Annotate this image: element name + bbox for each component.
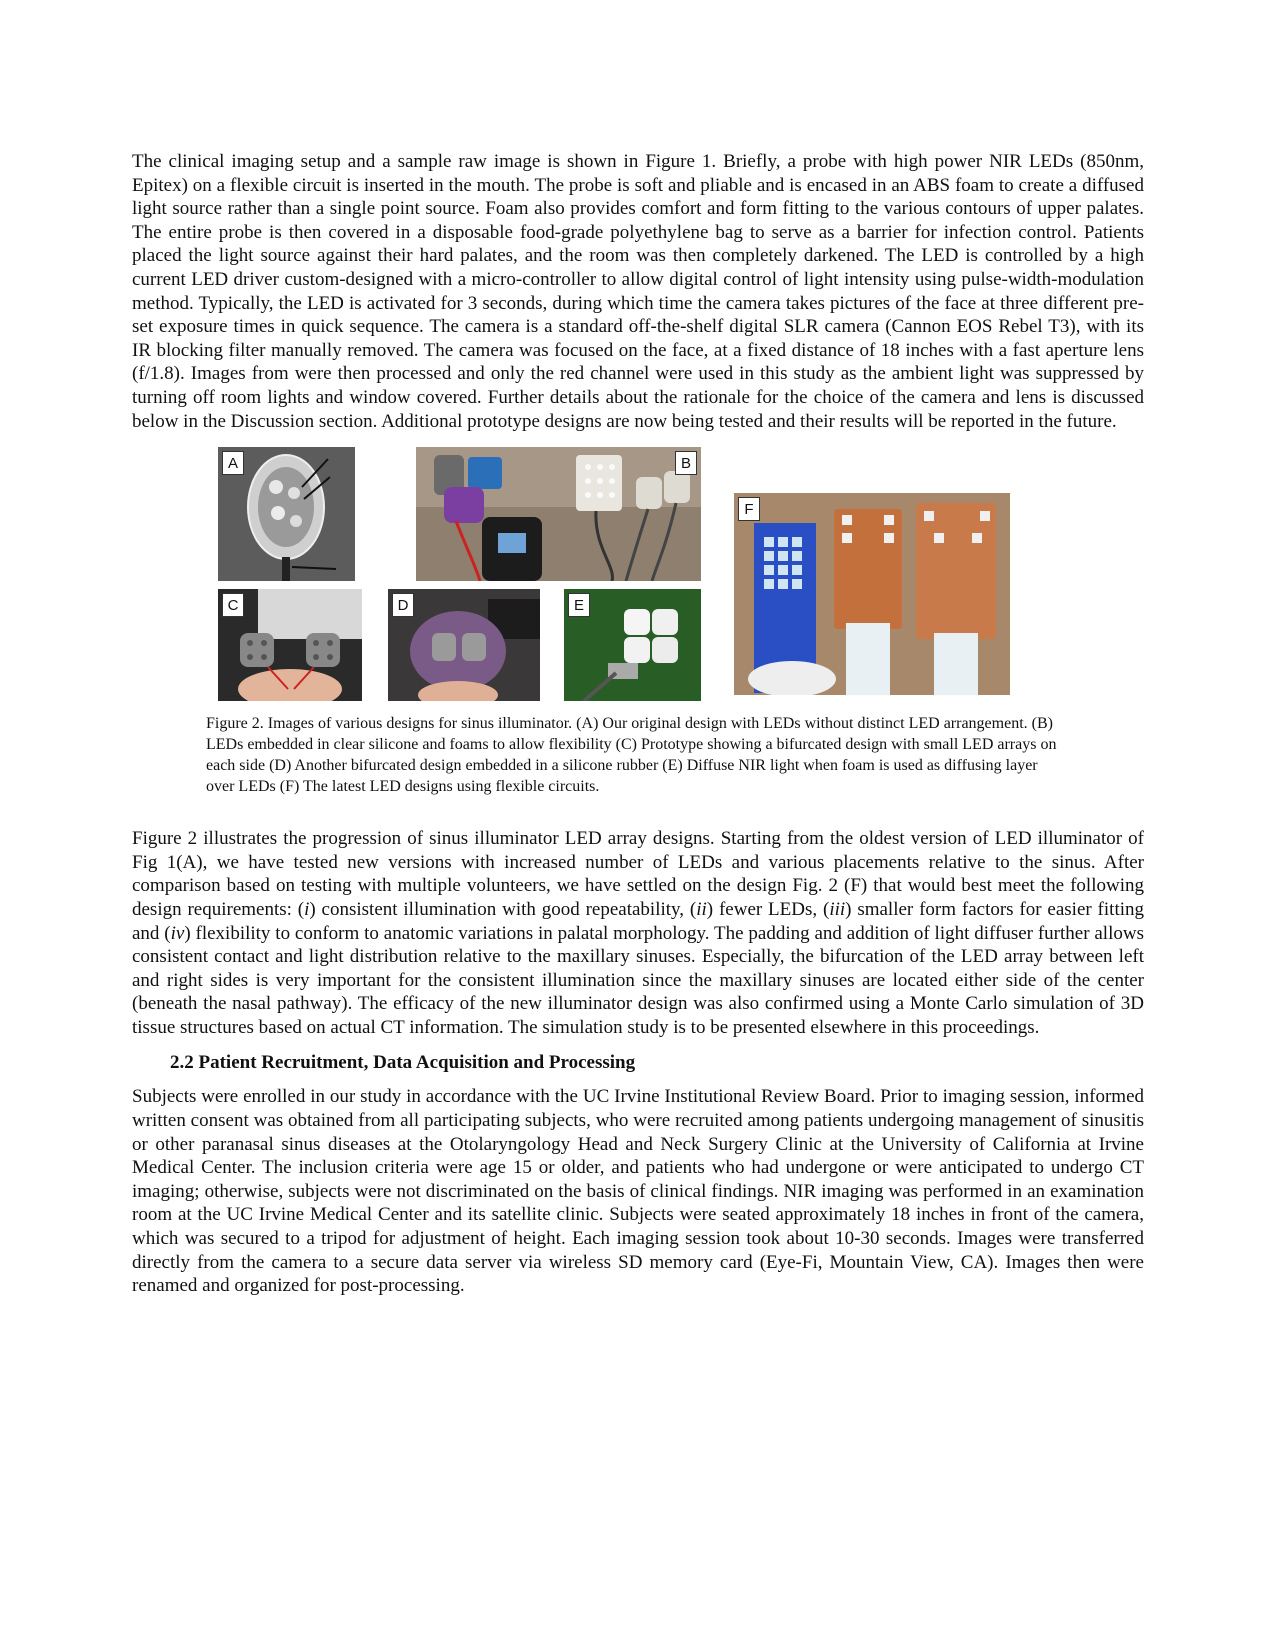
panel-label: B [675, 451, 697, 475]
figure-2 [132, 443, 1144, 796]
requirement-iv: iv [170, 922, 185, 944]
para2-text-c: ) fewer LEDs, ( [706, 898, 830, 920]
section-heading: 2.2 Patient Recruitment, Data Acquisition and Processing [170, 1052, 636, 1074]
panel-label: A [222, 451, 244, 475]
para2-text-a: Figure 2 illustrates the progression of sinus illuminator LED array designs. Starting from the oldest version of LED illuminator of Fig 1(A), we have tested new versions with increased number of LEDs and various placements relative to the sinus. After comparison based on testing with multiple volunteers, we have settled on the design Fig. 2 (F) that would best meet the following design requirements: ( [132, 828, 1144, 920]
figure-panel-e [564, 589, 701, 701]
panel-f-photo [734, 493, 1010, 695]
panel-label: F [738, 497, 760, 521]
requirement-ii: ii [696, 898, 707, 920]
para2-text-b: ) consistent illumination with good repeatability, ( [309, 898, 697, 920]
panel-b-photo [416, 447, 701, 581]
page-content [132, 150, 1144, 1298]
para2-text-e: ) flexibility to conform to anatomic variations in palatal morphology. The padding and addition of light diffuser further allows consistent contact and light distribution relative to the maxillary sinuses. Especially, the bifurcation of the LED array between left and right sides is very important for the consistent illumination since the maxillary sinuses are located either side of the center (beneath the nasal pathway). The efficacy of the new illuminator design was also confirmed using a Monte Carlo simulation of 3D tissue structures based on actual CT information. The simulation study is to be presented elsewhere in this proceedings. [132, 922, 1144, 1038]
figure-panel-d [388, 589, 540, 701]
panel-label: E [568, 593, 590, 617]
paragraph-led-array-progression [132, 827, 1144, 1039]
figure-panel-c [218, 589, 362, 701]
paragraph-imaging-setup: The clinical imaging setup and a sample raw image is shown in Figure 1. Briefly, a probe with high power NIR LEDs (850nm, Epitex) on a flexible circuit is inserted in the mouth. The probe is soft and pliable and is encased in an ABS foam to create a diffused light source rather than a single point source. Foam also provides comfort and form fitting to the various contours of upper palates. The entire probe is then covered in a disposable food-grade polyethylene bag to serve as a barrier for infection control. Patients placed the light source against their hard palates, and the room was then completely darkened. The LED is controlled by a high current LED driver custom-designed with a micro-controller to allow digital control of light intensity using pulse-width-modulation method. Typically, the LED is activated for 3 seconds, during which time the camera takes pictures of the face at three different pre-set exposure times in quick sequence. The camera is a standard off-the-shelf digital SLR camera (Cannon EOS Rebel T3), with its IR blocking filter manually removed. The camera was focused on the face, at a fixed distance of 18 inches with a fast aperture lens (f/1.8). Images from were then processed and only the red channel were used in this study as the ambient light was suppressed by turning off room lights and window covered. Further details about the rationale for the choice of the camera and lens is discussed below in the Discussion section. Additional prototype designs are now being tested and their results will be reported in the future. [132, 151, 1144, 432]
requirement-iii: iii [829, 898, 846, 920]
figure-panel-a [218, 447, 355, 581]
figure-panel-b [416, 447, 701, 581]
figure-caption: Figure 2. Images of various designs for sinus illuminator. (A) Our original design with LEDs without distinct LED arrangement. (B) LEDs embedded in clear silicone and foams to allow flexibility (C) Prototype showing a bifurcated design with small LED arrays on each side (D) Another bifurcated design embedded in a silicone rubber (E) Diffuse NIR light when foam is used as diffusing layer over LEDs (F) The latest LED designs using flexible circuits. [206, 715, 1057, 796]
paragraph-patient-recruitment: Subjects were enrolled in our study in accordance with the UC Irvine Institutional Review Board. Prior to imaging session, informed written consent was obtained from all participating subjects, who were recruited among patients undergoing management of sinusitis or other paranasal sinus diseases at the Otolaryngology Head and Neck Surgery Clinic at the University of California at Irvine Medical Center. The inclusion criteria were age 15 or older, and patients who had undergone or were anticipated to undergo CT imaging; otherwise, subjects were not discriminated on the basis of clinical findings. NIR imaging was performed in an examination room at the UC Irvine Medical Center and its satellite clinic. Subjects were seated approximately 18 inches in front of the camera, which was secured to a tripod for adjustment of height. Each imaging session took about 10-30 seconds. Images were transferred directly from the camera to a secure data server via wireless SD memory card (Eye-Fi, Mountain View, CA). Images then were renamed and organized for post-processing. [132, 1086, 1144, 1297]
panel-label: D [392, 593, 414, 617]
requirement-i: i [304, 898, 310, 920]
para2-text-d: ) smaller form factors for easier fitting and ( [132, 898, 1144, 944]
figure-panel-f [734, 493, 1010, 695]
panel-label: C [222, 593, 244, 617]
